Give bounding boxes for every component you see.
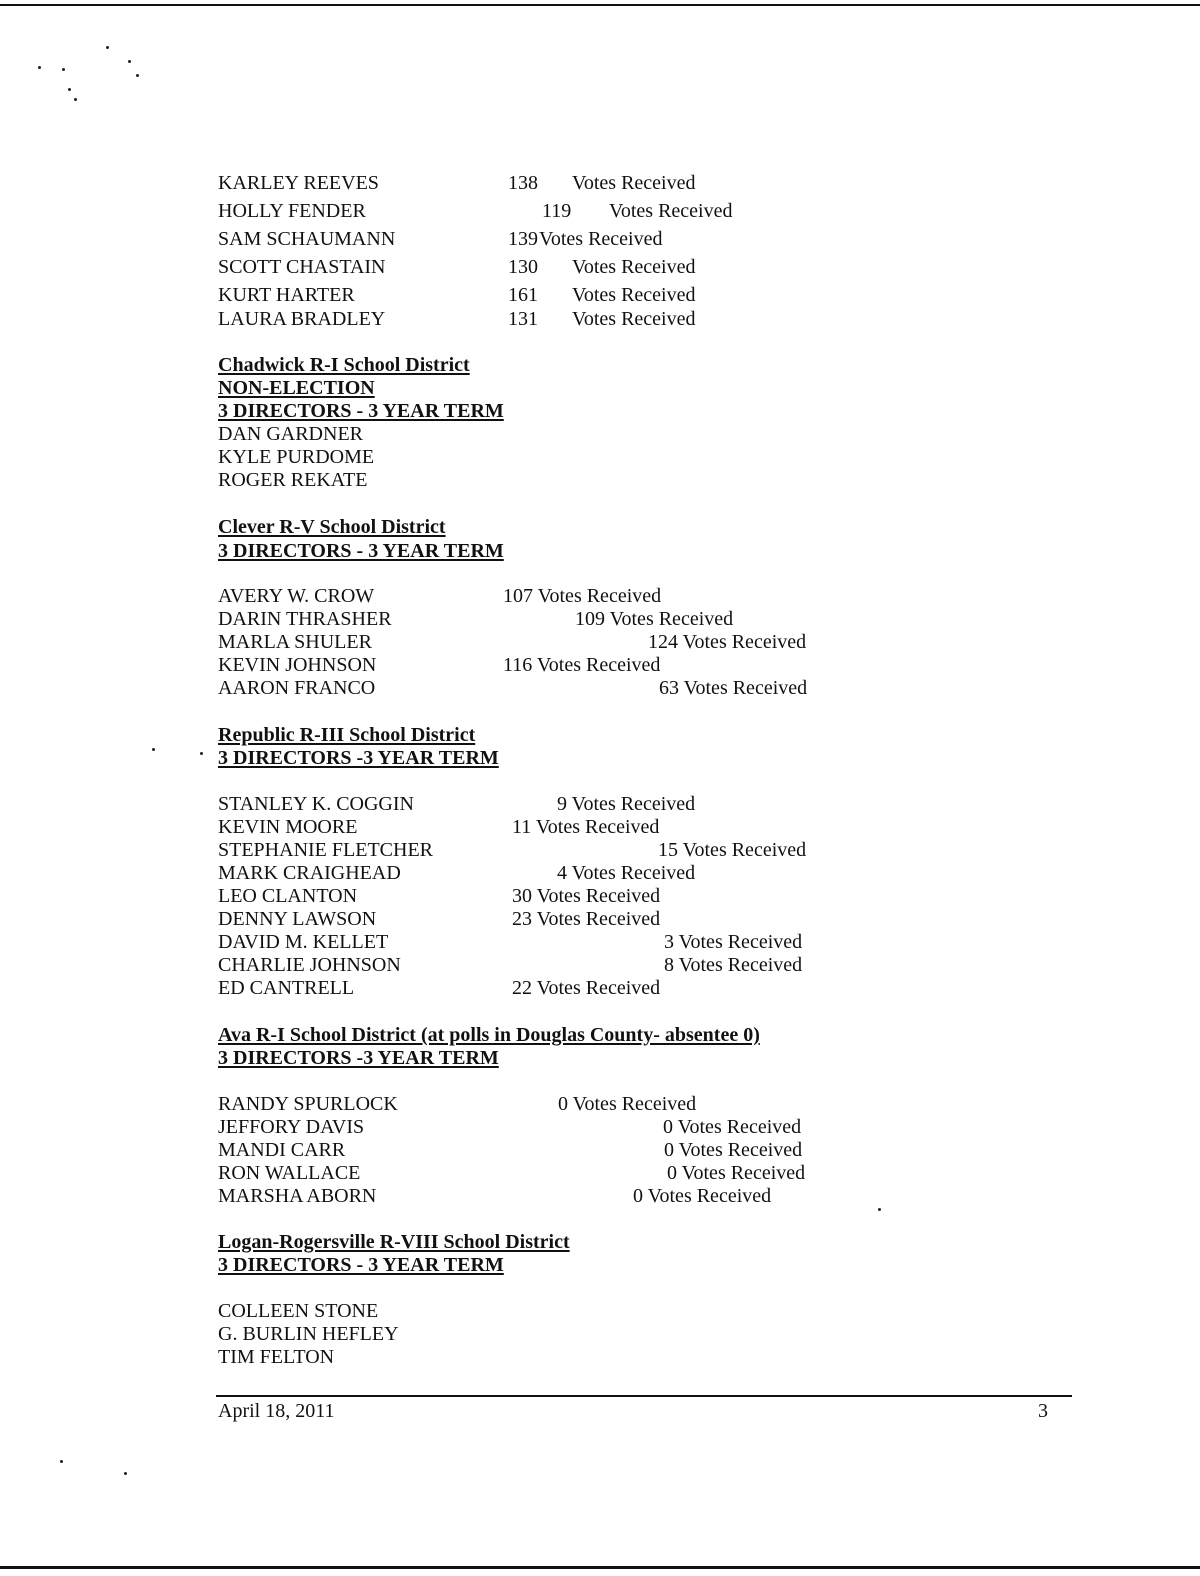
- vote-result: 22 Votes Received: [512, 977, 661, 999]
- candidate-name: DAVID M. KELLET: [218, 931, 389, 953]
- footer-rule: [216, 1395, 1072, 1397]
- candidate-name: DENNY LAWSON: [218, 908, 377, 930]
- candidate-name: MARLA SHULER: [218, 631, 372, 653]
- candidate-name: STANLEY K. COGGIN: [218, 793, 414, 815]
- member-name: G. BURLIN HEFLEY: [218, 1323, 399, 1345]
- vote-count: 138: [508, 172, 538, 194]
- candidate-name: KEVIN JOHNSON: [218, 654, 377, 676]
- vote-result: 107 Votes Received: [503, 585, 662, 607]
- scan-speck: [106, 46, 109, 49]
- page-number: 3: [1038, 1400, 1048, 1422]
- candidate-name: KURT HARTER: [218, 284, 355, 306]
- district-heading: Republic R-III School District: [218, 724, 476, 746]
- vote-count: 130: [508, 256, 538, 278]
- vote-result: 0 Votes Received: [558, 1093, 697, 1115]
- vote-result: 11 Votes Received: [512, 816, 660, 838]
- vote-count: 119: [542, 200, 572, 222]
- candidate-name: AARON FRANCO: [218, 677, 376, 699]
- candidate-name: AVERY W. CROW: [218, 585, 375, 607]
- vote-result: 0 Votes Received: [633, 1185, 772, 1207]
- vote-result: 9 Votes Received: [557, 793, 696, 815]
- term-heading: 3 DIRECTORS - 3 YEAR TERM: [218, 400, 504, 422]
- district-heading: Logan-Rogersville R-VIII School District: [218, 1231, 570, 1253]
- vote-result: 0 Votes Received: [664, 1139, 803, 1161]
- scan-speck: [878, 1208, 881, 1211]
- candidate-name: LAURA BRADLEY: [218, 308, 386, 330]
- member-name: COLLEEN STONE: [218, 1300, 379, 1322]
- vote-label: Votes Received: [572, 284, 696, 306]
- candidate-name: KEVIN MOORE: [218, 816, 358, 838]
- vote-result: 3 Votes Received: [664, 931, 803, 953]
- scan-speck: [152, 748, 155, 751]
- term-heading: 3 DIRECTORS -3 YEAR TERM: [218, 747, 499, 769]
- vote-count: 139: [508, 228, 538, 250]
- candidate-name: CHARLIE JOHNSON: [218, 954, 401, 976]
- vote-count: 131: [508, 308, 538, 330]
- vote-count: 161: [508, 284, 538, 306]
- vote-result: 0 Votes Received: [667, 1162, 806, 1184]
- election-status: NON-ELECTION: [218, 377, 375, 399]
- vote-result: 116 Votes Received: [503, 654, 661, 676]
- vote-result: 15 Votes Received: [658, 839, 807, 861]
- member-name: KYLE PURDOME: [218, 446, 375, 468]
- vote-result: 4 Votes Received: [557, 862, 696, 884]
- candidate-name: JEFFORY DAVIS: [218, 1116, 365, 1138]
- district-heading: Clever R-V School District: [218, 516, 446, 538]
- candidate-name: MARSHA ABORN: [218, 1185, 377, 1207]
- vote-label: Votes Received: [572, 256, 696, 278]
- vote-result: 23 Votes Received: [512, 908, 661, 930]
- member-name: TIM FELTON: [218, 1346, 335, 1368]
- scan-speck: [74, 98, 77, 101]
- scan-speck: [124, 1472, 127, 1475]
- scan-speck: [136, 74, 139, 77]
- vote-result: 30 Votes Received: [512, 885, 661, 907]
- candidate-name: SCOTT CHASTAIN: [218, 256, 386, 278]
- term-heading: 3 DIRECTORS -3 YEAR TERM: [218, 1047, 499, 1069]
- vote-label: Votes Received: [572, 172, 696, 194]
- candidate-name: RANDY SPURLOCK: [218, 1093, 398, 1115]
- term-heading: 3 DIRECTORS - 3 YEAR TERM: [218, 540, 504, 562]
- footer-date: April 18, 2011: [218, 1400, 335, 1422]
- term-heading: 3 DIRECTORS - 3 YEAR TERM: [218, 1254, 504, 1276]
- scan-speck: [128, 60, 131, 63]
- vote-result: 0 Votes Received: [663, 1116, 802, 1138]
- candidate-name: STEPHANIE FLETCHER: [218, 839, 433, 861]
- bottom-scan-border: [0, 1566, 1200, 1569]
- vote-label: Votes Received: [572, 308, 696, 330]
- candidate-name: ED CANTRELL: [218, 977, 355, 999]
- scan-speck: [68, 88, 71, 91]
- candidate-name: RON WALLACE: [218, 1162, 361, 1184]
- vote-result: 63 Votes Received: [659, 677, 808, 699]
- candidate-name: SAM SCHAUMANN: [218, 228, 396, 250]
- vote-result: 124 Votes Received: [648, 631, 807, 653]
- vote-result: 109 Votes Received: [575, 608, 734, 630]
- top-scan-border: [0, 4, 1200, 6]
- district-heading: Chadwick R-I School District: [218, 354, 470, 376]
- candidate-name: KARLEY REEVES: [218, 172, 379, 194]
- scan-speck: [62, 68, 65, 71]
- member-name: DAN GARDNER: [218, 423, 363, 445]
- district-heading: Ava R-I School District (at polls in Douglas County- absentee 0): [218, 1024, 760, 1046]
- candidate-name: DARIN THRASHER: [218, 608, 392, 630]
- candidate-name: HOLLY FENDER: [218, 200, 366, 222]
- scan-speck: [38, 66, 41, 69]
- candidate-name: MANDI CARR: [218, 1139, 346, 1161]
- member-name: ROGER REKATE: [218, 469, 368, 491]
- scan-speck: [60, 1460, 63, 1463]
- scan-speck: [200, 752, 203, 755]
- candidate-name: LEO CLANTON: [218, 885, 358, 907]
- candidate-name: MARK CRAIGHEAD: [218, 862, 401, 884]
- vote-label: Votes Received: [539, 228, 663, 250]
- vote-label: Votes Received: [609, 200, 733, 222]
- vote-result: 8 Votes Received: [664, 954, 803, 976]
